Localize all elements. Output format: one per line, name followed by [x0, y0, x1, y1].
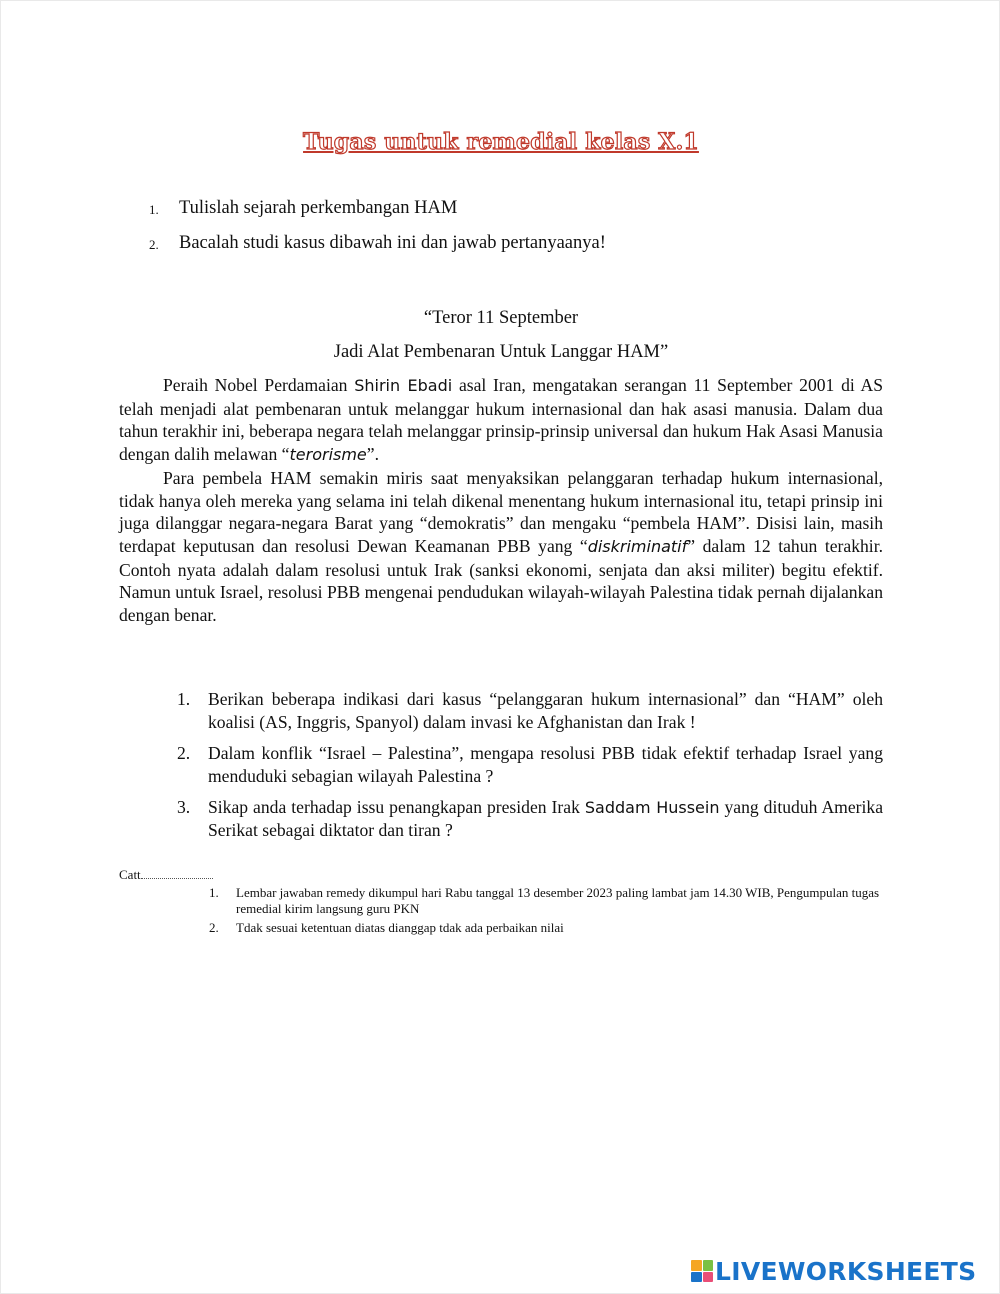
question-text: Berikan beberapa indikasi dari kasus “pelanggaran hukum internasional” dan “HAM” oleh koalisi (AS, Inggris, Spanyol) dalam invasi ke Afghanistan dan Irak !: [208, 689, 883, 732]
worksheet-title: Tugas untuk remedial kelas X.1: [303, 129, 699, 155]
question-item: [177, 688, 883, 734]
liveworksheets-logo[interactable]: [691, 1257, 976, 1285]
text-run: ”.: [366, 444, 379, 465]
task-item: [149, 194, 909, 224]
logo-square: [691, 1260, 702, 1271]
note-text: Lembar jawaban remedy dikumpul hari Rabu tanggal 13 desember 2023 paling lambat jam 14.30 WIB, Pengumpulan tugas remedial kirim langsung guru PKN: [236, 885, 880, 916]
task-number: 2.: [149, 237, 159, 252]
text-run: yang dituduh Amerika Serikat sebagai diktator dan tiran ?: [208, 797, 883, 840]
note-item: [209, 885, 889, 917]
task-text: Bacalah studi kasus dibawah ini dan jawab pertanyaanya!: [179, 233, 606, 253]
question-text: [208, 796, 883, 842]
headline-line-2: Jadi Alat Pembenaran Untuk Langgar HAM”: [333, 342, 669, 362]
dotted-line: [141, 868, 213, 879]
article-paragraph-1: [119, 374, 883, 467]
headline-line-1: “Teror 11 September: [423, 308, 579, 328]
notes-list: [209, 885, 889, 939]
note-number: 1.: [209, 885, 219, 900]
note-text: Tdak sesuai ketentuan diatas dianggap tdak ada perbaikan nilai: [236, 920, 564, 935]
notes-label: [119, 867, 213, 883]
task-item: [149, 229, 909, 259]
text-run: asal Iran, mengatakan serangan 11 September 2001 di AS telah menjadi alat pembenaran untuk melanggar hukum internasional dan hak asasi manusia. Dalam dua tahun terakhir ini, beberapa negara telah melanggar prinsip-prinsip universal dan hukum Hak Asasi Manusia dengan dalih melawan “: [119, 375, 884, 465]
question-item: [177, 742, 883, 788]
question-number: 1.: [177, 689, 191, 709]
text-run: Sikap anda terhadap issu penangkapan presiden Irak: [208, 797, 585, 817]
text-run-italic: terorisme: [289, 445, 367, 465]
article-paragraph-2: [119, 467, 883, 627]
note-number: 2.: [209, 920, 219, 935]
question-number: 2.: [177, 743, 191, 763]
question-number: 3.: [177, 797, 191, 817]
text-run: Saddam Hussein: [584, 798, 720, 817]
question-text: Dalam konflik “Israel – Palestina”, mengapa resolusi PBB tidak efektif terhadap Israel yang menduduki sebagian wilayah Palestina ?: [208, 743, 883, 786]
text-run: Para pembela HAM semakin miris saat menyaksikan pelanggaran terhadap hukum internasional, tidak hanya oleh mereka yang selama ini telah dikenal menentang hukum internasional itu, tetapi prinsip ini juga dilanggar negara-negara Barat yang “demokratis” dan mengaku “pembela HAM”. Disisi lain, masih terdapat keputusan dan resolusi Dewan Keamanan PBB yang “: [119, 467, 883, 556]
logo-square: [703, 1272, 714, 1283]
article-body: [119, 374, 883, 627]
text-run-italic: diskriminatif: [587, 536, 688, 556]
logo-square: [703, 1260, 714, 1271]
task-list: [149, 194, 909, 264]
task-number: 1.: [149, 202, 159, 217]
text-run: Peraih Nobel Perdamaian: [163, 375, 355, 395]
task-text: Tulislah sejarah perkembangan HAM: [179, 198, 458, 218]
text-run: Shirin Ebadi: [354, 376, 453, 395]
notes-label-text: Catt: [119, 867, 141, 882]
question-item: [177, 796, 883, 842]
text-run: ” dalam 12 tahun terakhir. Contoh nyata adalah dalam resolusi untuk Irak (sanksi ekonomi, senjata dan aksi militer) begitu efektif. Namun untuk Israel, resolusi PBB mengenai pendudukan wilayah-wilayah Palestina tidak pernah dijalankan dengan benar.: [119, 535, 883, 626]
note-item: [209, 920, 889, 936]
logo-square: [691, 1272, 702, 1283]
liveworksheets-logo-icon: [691, 1260, 713, 1282]
liveworksheets-logo-text: LIVEWORKSHEETS: [715, 1256, 977, 1286]
question-list: [177, 688, 883, 850]
